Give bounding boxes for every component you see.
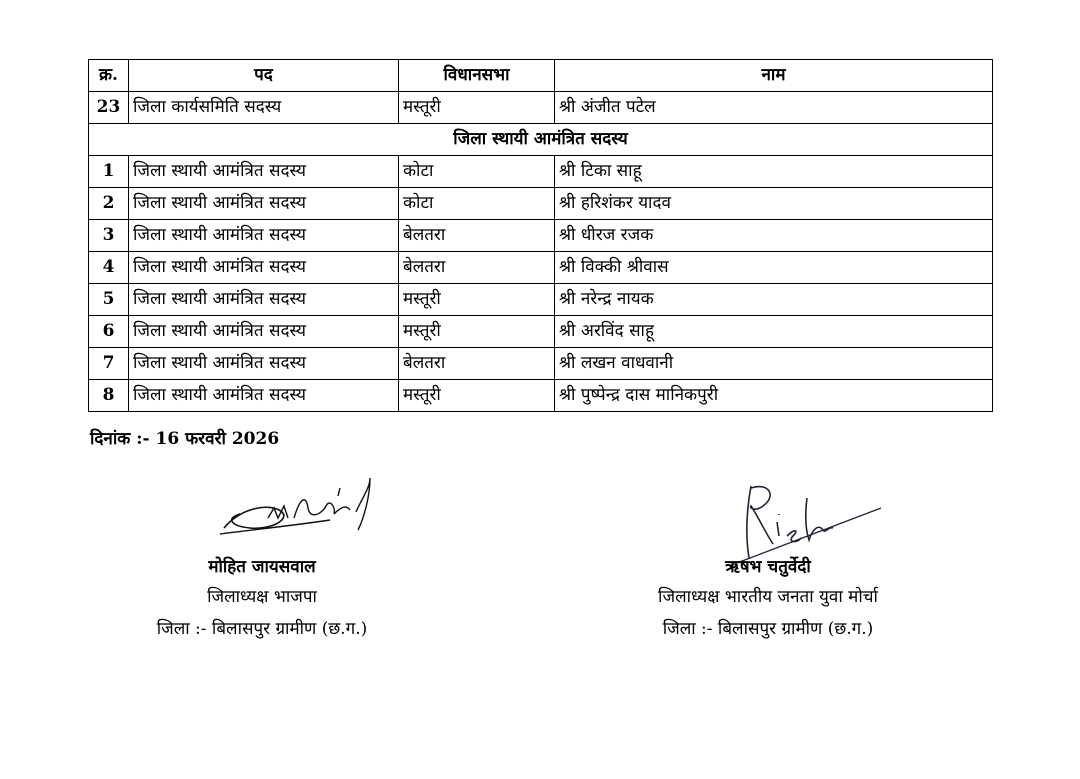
cell-assembly: मस्तूरी <box>399 316 555 348</box>
signatory-right <box>558 553 978 645</box>
cell-sno: 6 <box>89 316 129 348</box>
cell-name: श्री लखन वाधवानी <box>555 348 993 380</box>
cell-name: श्री अंजीत पटेल <box>555 92 993 124</box>
cell-post: जिला स्थायी आमंत्रित सदस्य <box>129 156 399 188</box>
cell-sno: 2 <box>89 188 129 220</box>
cell-assembly: बेलतरा <box>399 348 555 380</box>
header-assembly: विधानसभा <box>399 60 555 92</box>
cell-name: श्री विक्की श्रीवास <box>555 252 993 284</box>
cell-name: श्री पुष्पेन्द्र दास मानिकपुरी <box>555 380 993 412</box>
table-row <box>89 188 993 220</box>
signatory-name: मोहित जायसवाल <box>208 557 316 577</box>
cell-post: जिला स्थायी आमंत्रित सदस्य <box>129 348 399 380</box>
cell-assembly: कोटा <box>399 188 555 220</box>
table-row <box>89 348 993 380</box>
cell-name: श्री टिका साहू <box>555 156 993 188</box>
table-row <box>89 316 993 348</box>
members-table <box>88 59 993 412</box>
cell-assembly: मस्तूरी <box>399 92 555 124</box>
signatory-district: जिला :- बिलासपुर ग्रामीण (छ.ग.) <box>662 619 874 639</box>
signatory-name: ऋषभ चतुर्वेदी <box>725 557 811 577</box>
cell-sno: 7 <box>89 348 129 380</box>
cell-assembly: मस्तूरी <box>399 284 555 316</box>
signatory-designation: जिलाध्यक्ष भारतीय जनता युवा मोर्चा <box>658 587 878 607</box>
cell-sno: 5 <box>89 284 129 316</box>
cell-sno: 8 <box>89 380 129 412</box>
table-row <box>89 252 993 284</box>
cell-post: जिला कार्यसमिति सदस्य <box>129 92 399 124</box>
section-row <box>89 124 993 156</box>
cell-post: जिला स्थायी आमंत्रित सदस्य <box>129 220 399 252</box>
cell-sno: 1 <box>89 156 129 188</box>
signature-left <box>210 468 390 553</box>
table-header-row <box>89 60 993 92</box>
header-post: पद <box>129 60 399 92</box>
header-name: नाम <box>555 60 993 92</box>
table-row <box>89 220 993 252</box>
cell-assembly: बेलतरा <box>399 252 555 284</box>
issue-date: दिनांक :- 16 फरवरी 2026 <box>90 429 280 449</box>
cell-assembly: मस्तूरी <box>399 380 555 412</box>
cell-post: जिला स्थायी आमंत्रित सदस्य <box>129 316 399 348</box>
cell-name: श्री हरिशंकर यादव <box>555 188 993 220</box>
cell-post: जिला स्थायी आमंत्रित सदस्य <box>129 284 399 316</box>
signatory-district: जिला :- बिलासपुर ग्रामीण (छ.ग.) <box>156 619 368 639</box>
cell-post: जिला स्थायी आमंत्रित सदस्य <box>129 188 399 220</box>
cell-sno: 4 <box>89 252 129 284</box>
cell-assembly: बेलतरा <box>399 220 555 252</box>
signatory-designation: जिलाध्यक्ष भाजपा <box>207 587 317 607</box>
cell-post: जिला स्थायी आमंत्रित सदस्य <box>129 380 399 412</box>
table-row <box>89 284 993 316</box>
table-row <box>89 380 993 412</box>
table-row <box>89 156 993 188</box>
signatory-left <box>52 553 472 645</box>
cell-name: श्री धीरज रजक <box>555 220 993 252</box>
table-row <box>89 92 993 124</box>
cell-post: जिला स्थायी आमंत्रित सदस्य <box>129 252 399 284</box>
cell-assembly: कोटा <box>399 156 555 188</box>
header-sno: क्र. <box>89 60 129 92</box>
section-title: जिला स्थायी आमंत्रित सदस्य <box>89 124 993 156</box>
cell-sno: 23 <box>89 92 129 124</box>
cell-name: श्री अरविंद साहू <box>555 316 993 348</box>
cell-name: श्री नरेन्द्र नायक <box>555 284 993 316</box>
cell-sno: 3 <box>89 220 129 252</box>
